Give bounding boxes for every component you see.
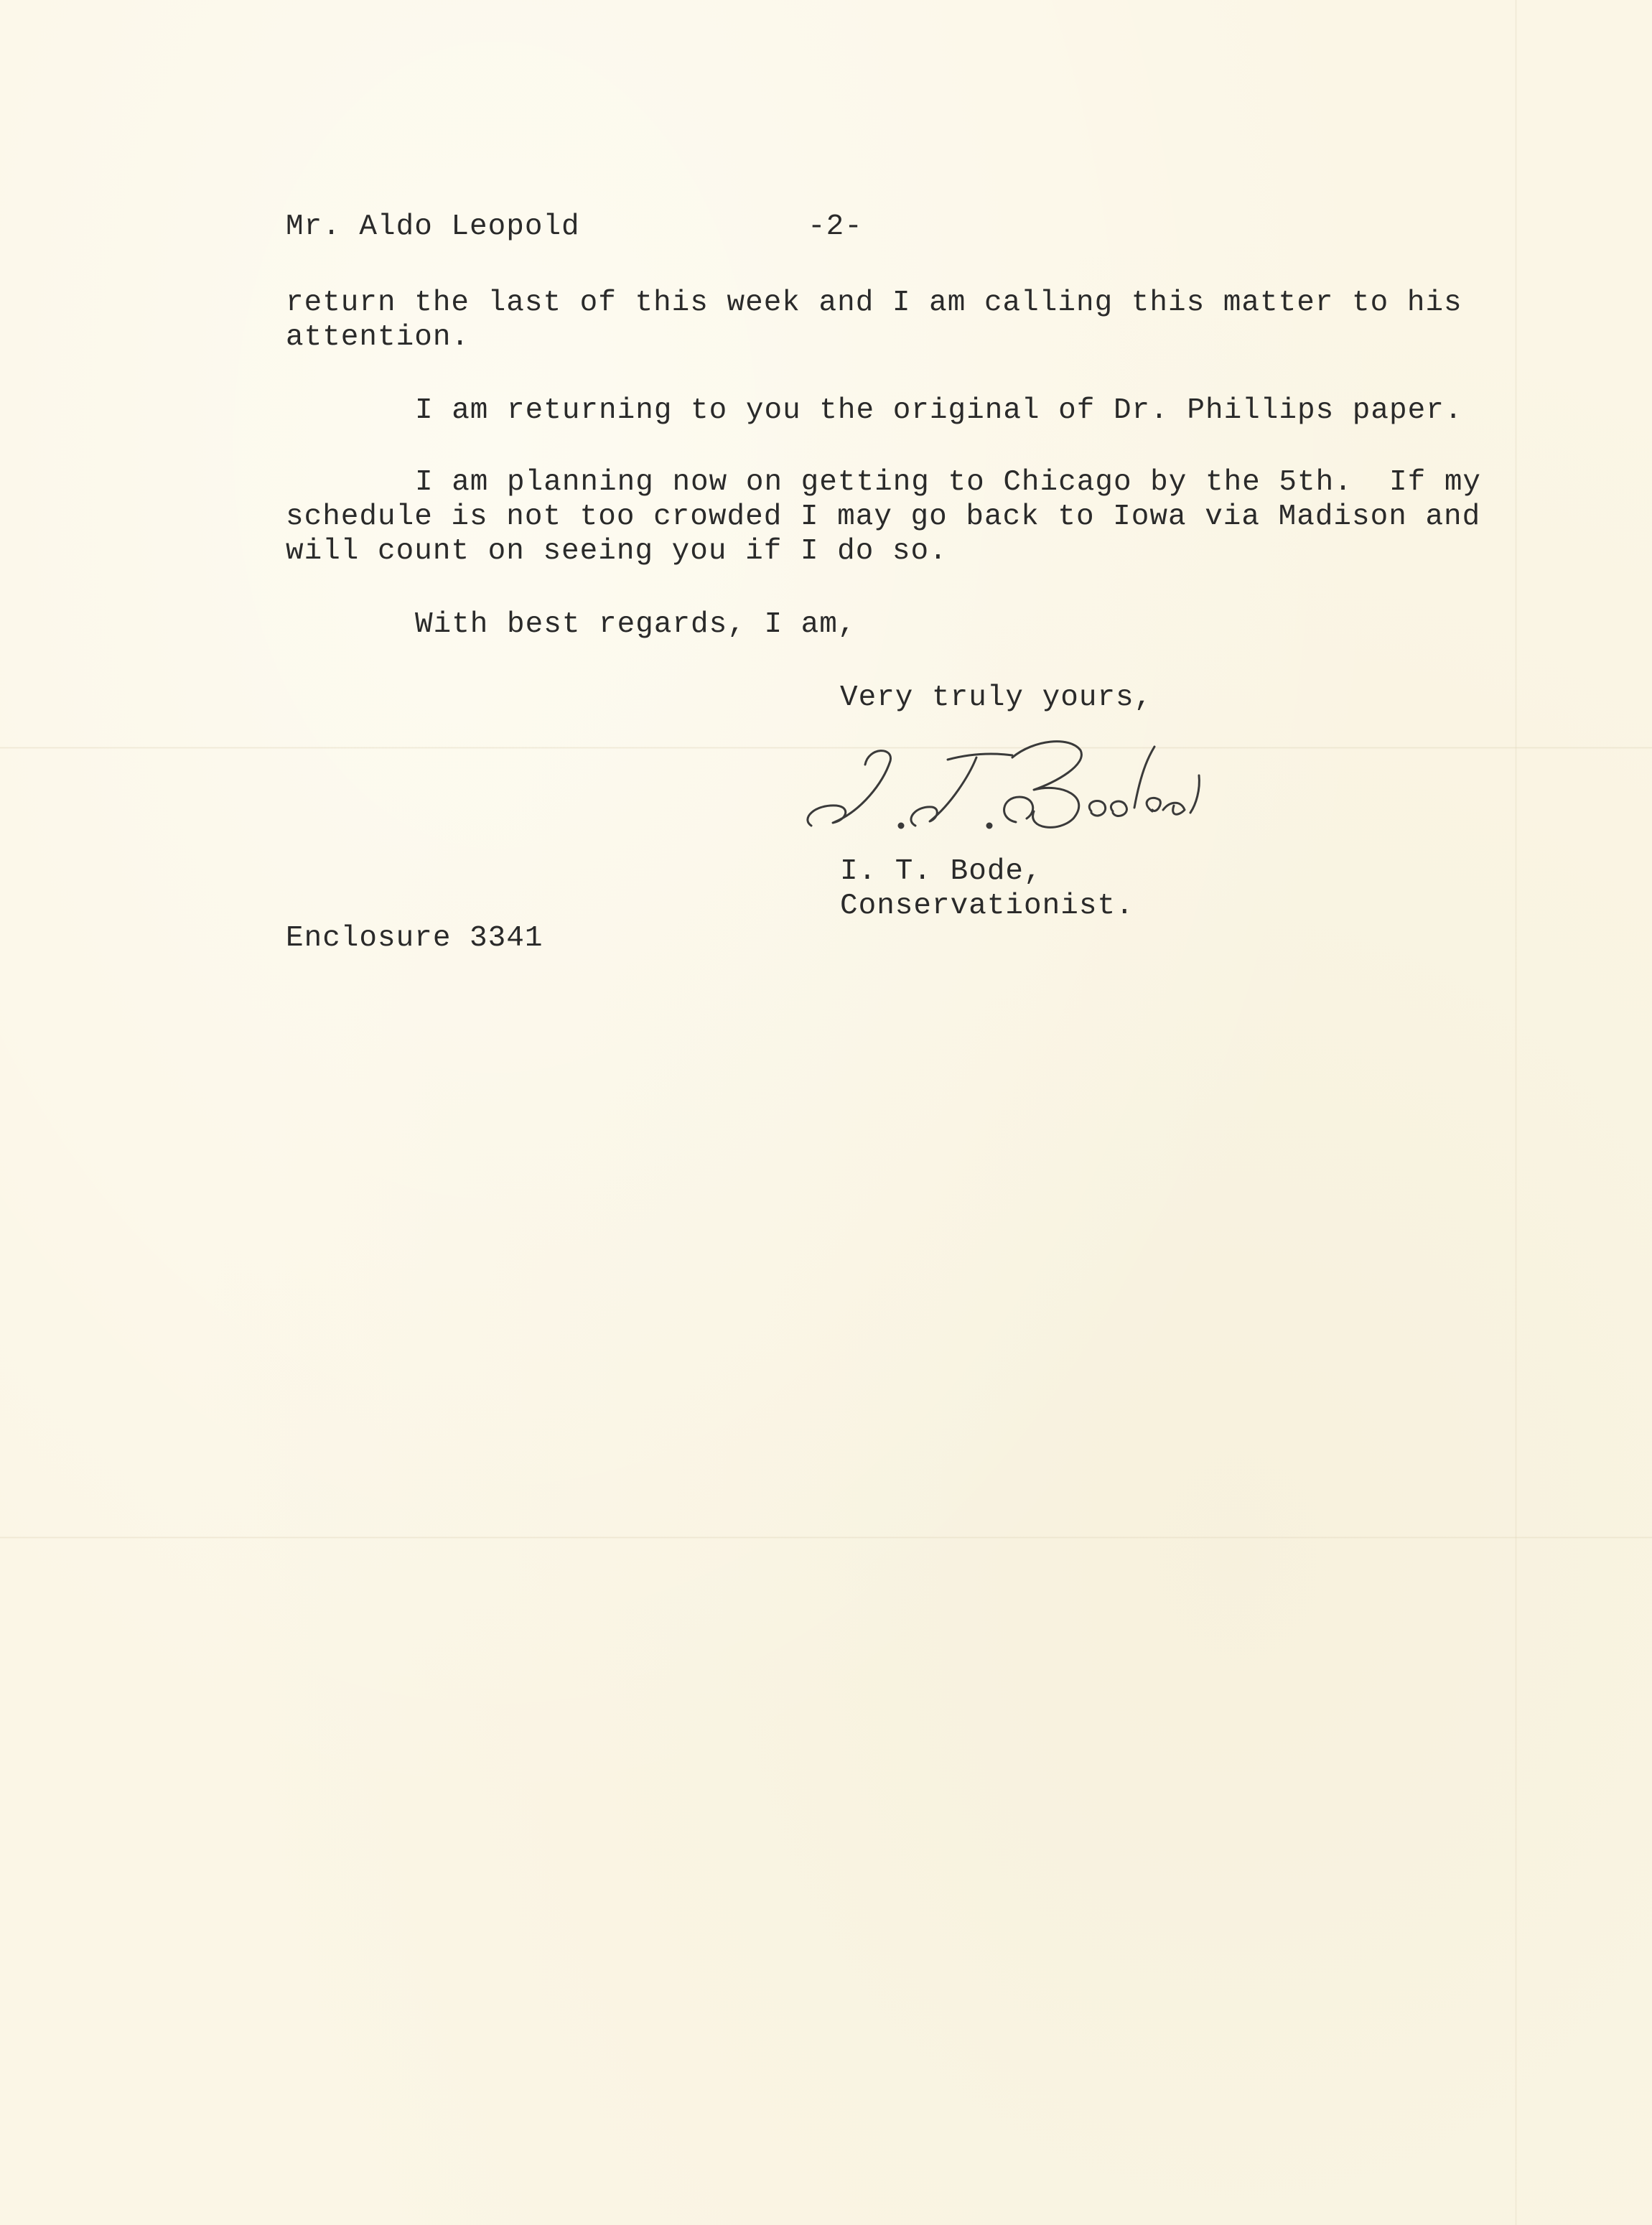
closing-line: Very truly yours,: [840, 681, 1153, 714]
signer-title: Conservationist.: [840, 890, 1134, 923]
body-line: I am returning to you the original of Dr. Phillips paper.: [415, 394, 1463, 427]
body-line: return the last of this week and I am calling this matter to his: [286, 286, 1462, 319]
addressee-line: Mr. Aldo Leopold: [286, 210, 580, 243]
paper-fold-vertical: [1515, 0, 1517, 2225]
page-number: -2-: [808, 210, 863, 243]
signer-name: I. T. Bode,: [840, 855, 1042, 888]
paper-fold-horizontal: [0, 1536, 1652, 1539]
body-line: I am planning now on getting to Chicago by the 5th. If my: [415, 466, 1482, 499]
handwritten-signature: [797, 725, 1213, 847]
body-line: With best regards, I am,: [415, 608, 857, 641]
body-line: attention.: [286, 321, 470, 354]
enclosure-note: Enclosure 3341: [286, 922, 543, 955]
body-line: will count on seeing you if I do so.: [286, 535, 948, 568]
body-line: schedule is not too crowded I may go back to Iowa via Madison and: [286, 500, 1481, 533]
